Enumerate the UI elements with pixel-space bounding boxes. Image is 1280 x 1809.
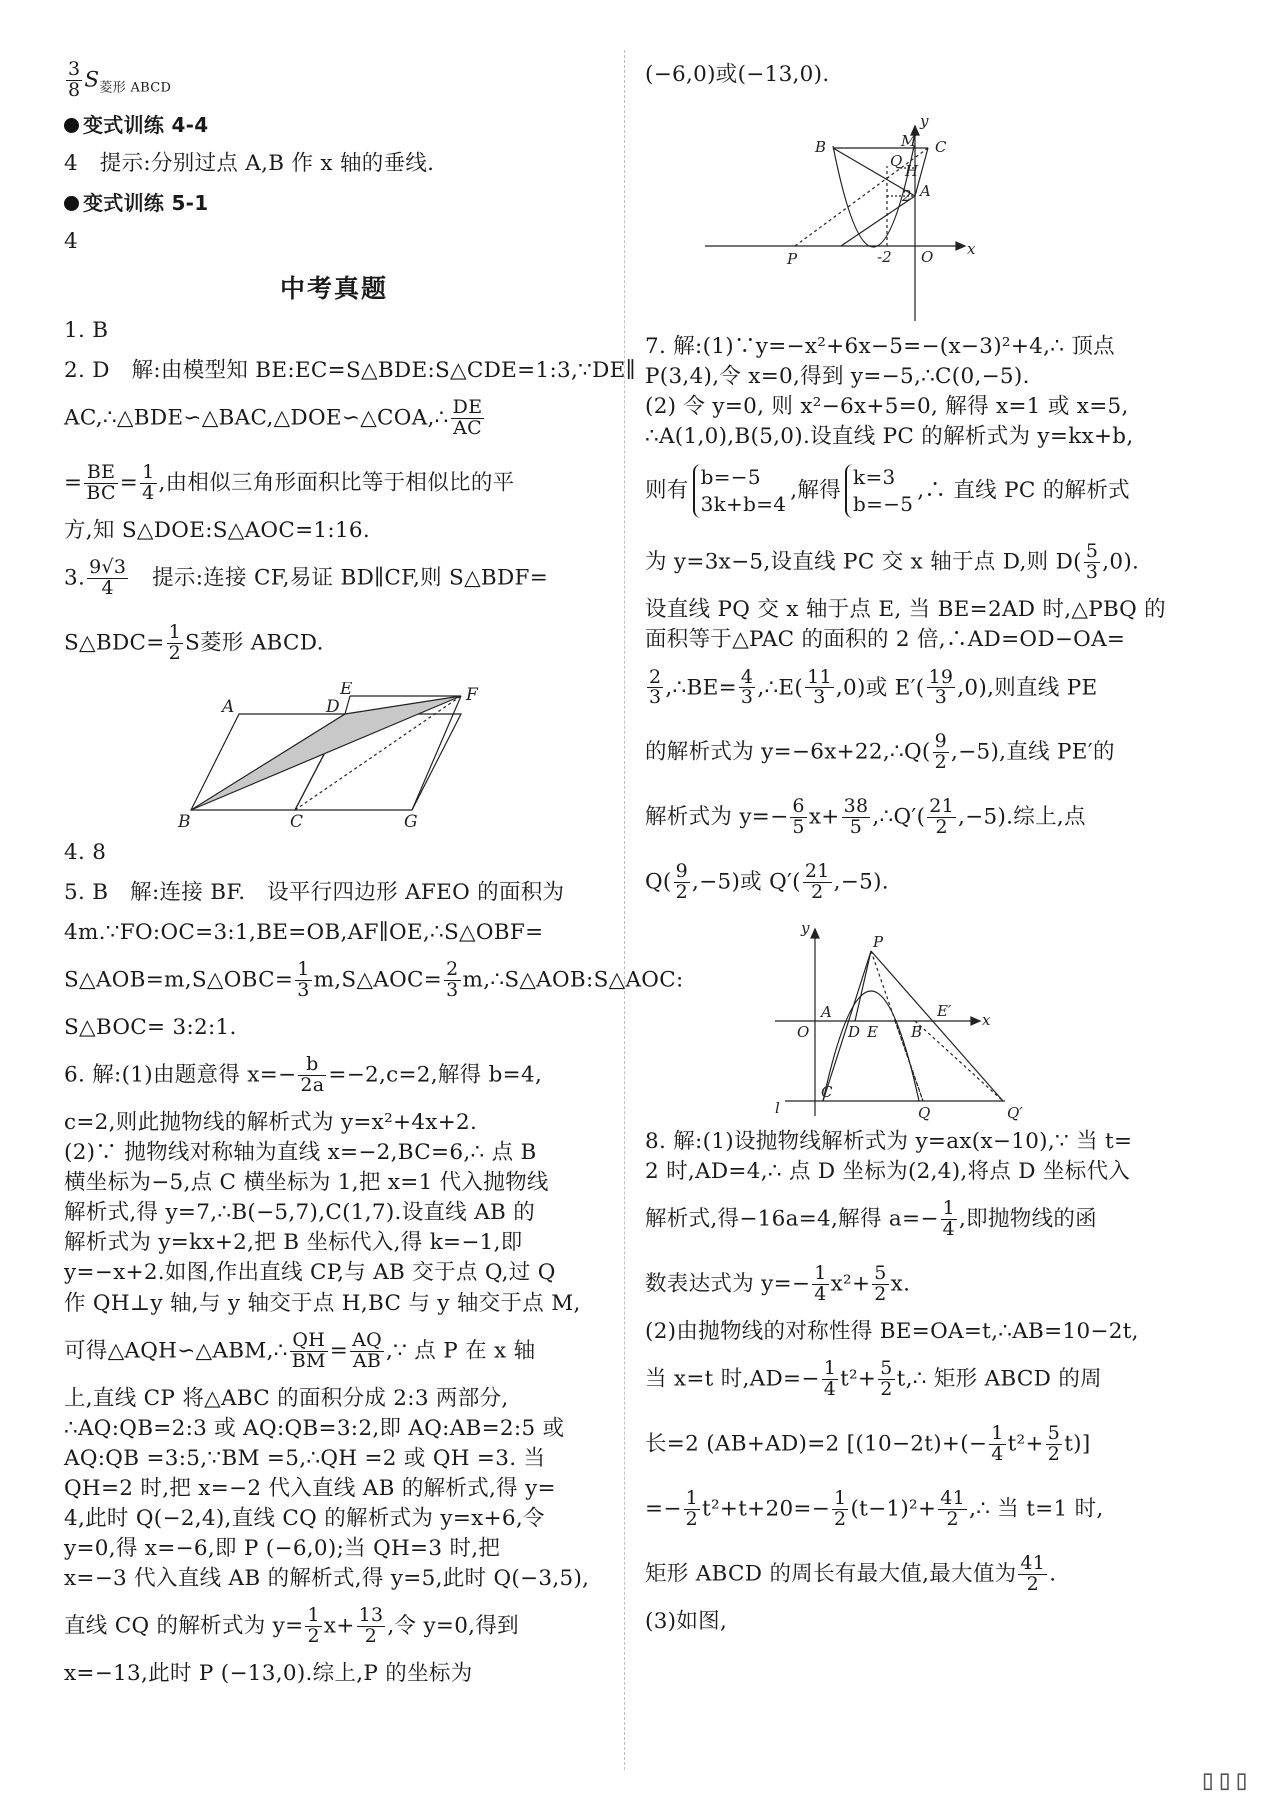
q7-line: (2) 令 y=0, 则 x²−6x+5=0, 解得 x=1 或 x=5, [645, 394, 1129, 420]
parabola-figure-q7 [645, 921, 1185, 1121]
q7-line: 则有b=−5 3k+b=4,解得k=3 b=−5,∴ 直线 PC 的解析式 [645, 465, 1130, 517]
label-d: D [848, 1023, 861, 1042]
label-c: C [935, 138, 947, 157]
fraction: $\frac{DE}{AC}$ [452, 396, 483, 440]
q6-line: (2)∵ 抛物线对称轴为直线 x=−2,BC=6,∴ 点 B [64, 1140, 537, 1166]
q7-line: 解析式为 y=− $\frac{6}{5}$ x+ $\frac{38}{5}$ ,∴Q′( $\frac{21}{2}$ ,−5).综上,点 [645, 795, 1086, 839]
q8-line: (3)如图, [645, 1608, 728, 1634]
q6-line: 横坐标为−5,点 C 横坐标为 1,把 x=1 代入抛物线 [64, 1170, 549, 1196]
label-q: Q [918, 1104, 931, 1122]
section-title: 中考真题 [279, 274, 388, 304]
bullet-icon [64, 196, 79, 211]
q7-line: 为 y=3x−5,设直线 PC 交 x 轴于点 D,则 D( $\frac{5}{3}$ ,0). [645, 540, 1140, 584]
answer-line: 4 提示:分别过点 A,B 作 x 轴的垂线. [64, 150, 435, 176]
label-b: B [178, 811, 191, 832]
label-c: C [290, 811, 304, 832]
fraction: $\frac{1}{2}$ [168, 620, 181, 664]
q7-line: 设直线 PQ 交 x 轴于点 E, 当 BE=2AD 时,△PBQ 的 [645, 597, 1166, 623]
fraction: $\frac{9}{2}$ [934, 730, 948, 774]
q8-line: 解析式,得−16a=4,解得 a=− $\frac{1}{4}$ ,即抛物线的函 [645, 1197, 1097, 1241]
label-a: A [920, 182, 931, 201]
fraction: $\frac{38}{5}$ [843, 795, 869, 839]
label-2: 2 [902, 187, 912, 206]
equation-system: b=−5 3k+b=4 [693, 464, 787, 518]
fraction: $\frac{21}{2}$ [804, 860, 830, 904]
q6-line: 4,此时 Q(−2,4),直线 CQ 的解析式为 y=x+6,令 [64, 1505, 545, 1531]
q2-line: 2. D 解:由模型知 BE:EC=S△BDE:S△CDE=1:3,∵DE∥ [64, 358, 636, 384]
q1-answer: 1. B [64, 318, 109, 344]
q5-line: 4m.∵FO:OC=3:1,BE=OB,AF∥OE,∴S△OBF= [64, 920, 544, 946]
label-a: A [821, 1003, 832, 1022]
label-c: C [821, 1083, 833, 1102]
q6-line: y=−x+2.如图,作出直线 CP,与 AB 交于点 Q,过 Q [64, 1260, 556, 1286]
bullet-icon [64, 118, 79, 133]
fraction: $\frac{13}{2}$ [358, 1604, 384, 1648]
q7-line: ∴A(1,0),B(5,0).设直线 PC 的解析式为 y=kx+b, [645, 424, 1134, 450]
q2-line: = $\frac{BE}{BC}$ = $\frac{1}{4}$ ,由相似三角形面积比等于相似比的平 [64, 461, 515, 505]
label-q-prime: Q′ [1007, 1104, 1023, 1122]
fraction: $\frac{11}{3}$ [807, 665, 832, 709]
label-y: y [801, 921, 810, 938]
fraction: $\frac{2}{3}$ [446, 958, 459, 1002]
fraction: $\frac{21}{2}$ [929, 795, 955, 839]
label-a: A [222, 696, 235, 717]
fraction: $\frac{6}{5}$ [792, 795, 805, 839]
exercise-heading-5-1: 变式训练 5-1 [64, 189, 604, 217]
equation-system: k=3 b=−5 [845, 464, 913, 518]
label-o: O [797, 1023, 810, 1042]
label-m: M [901, 132, 917, 151]
fraction: $\frac{4}{3}$ [740, 665, 754, 709]
q6-line: 可得△AQH∽△ABM,∴ $\frac{QH}{BM}$ = $\frac{AQ}{AB}$ ,∵ 点 P 在 x 轴 [64, 1328, 536, 1372]
q8-line: 长=2 (AB+AD)=2 [(10−2t)+(− $\frac{1}{4}$ t²+ $\frac{5}{2}$ t)] [645, 1421, 1091, 1465]
label-b: B [911, 1023, 923, 1042]
q8-line: (2)由抛物线的对称性得 BE=OA=t,∴AB=10−2t, [645, 1318, 1139, 1344]
fraction: $\frac{9√3}{4}$ [89, 556, 127, 600]
label-q: Q [890, 152, 903, 171]
label-l: l [775, 1099, 780, 1118]
rhombus-figure [64, 682, 604, 832]
answer-line: $\frac{3}{8}$ $S_{菱形 ABCD}$ [68, 58, 172, 101]
label-x: x [982, 1011, 991, 1030]
q6-line: 6. 解:(1)由题意得 x=− $\frac{b}{2a}$ =−2,c=2,解得 b=4, [64, 1053, 543, 1097]
label-y: y [920, 112, 929, 131]
q7-line: $\frac{2}{3}$ ,∴BE= $\frac{4}{3}$ ,∴E( $\frac{11}{3}$ ,0)或 E′( $\frac{19}{3}$ ,0),则直线 PE [649, 665, 1098, 709]
fraction: $\frac{1}{4}$ [814, 1262, 827, 1306]
fraction: $\frac{41}{2}$ [1020, 1551, 1046, 1595]
fraction: $\frac{1}{4}$ [991, 1421, 1004, 1465]
label-neg2: -2 [877, 248, 892, 267]
q6-line: 作 QH⊥y 轴,与 y 轴交于点 H,BC 与 y 轴交于点 M, [64, 1290, 581, 1316]
fraction: $\frac{AQ}{AB}$ [352, 1328, 383, 1372]
q6-line: 解析式为 y=kx+2,把 B 坐标代入,得 k=−1,即 [64, 1230, 523, 1256]
q8-line: =− $\frac{1}{2}$ t²+t+20=− $\frac{1}{2}$ (t−1)²+ $\frac{41}{2}$ ,∴ 当 t=1 时, [645, 1486, 1104, 1530]
fraction: $\frac{9}{2}$ [675, 860, 689, 904]
x-axis-arrow-icon [971, 1017, 980, 1025]
right-column [645, 60, 1185, 1637]
label-p: P [873, 933, 884, 952]
dashed-line-bq-prime [915, 1021, 1003, 1101]
fraction: $\frac{1}{2}$ [834, 1486, 847, 1530]
q7-line: 的解析式为 y=−6x+22,∴Q( $\frac{9}{2}$ ,−5),直线 PE′的 [645, 730, 1115, 774]
fraction: $\frac{3}{8}$ [68, 58, 81, 101]
q8-line: 当 x=t 时,AD=− $\frac{1}{4}$ t²+ $\frac{5}{2}$ t,∴ 矩形 ABCD 的周 [645, 1357, 1102, 1400]
label-x: x [967, 240, 976, 259]
fraction: $\frac{19}{3}$ [928, 665, 954, 709]
q7-line: 面积等于△PAC 的面积的 2 倍,∴AD=OD−OA= [645, 627, 1126, 653]
q6-line: 上,直线 CP 将△ABC 的面积分成 2:3 两部分, [64, 1385, 509, 1411]
label-e: E [867, 1023, 878, 1042]
x-axis-arrow-icon [956, 242, 965, 250]
label-d: D [326, 696, 340, 717]
q6-line: x=−13,此时 P (−13,0).综上,P 的坐标为 [64, 1661, 473, 1687]
q7-line: Q( $\frac{9}{2}$ ,−5)或 Q′( $\frac{21}{2}$ ,−5). [645, 860, 889, 904]
line-pc [823, 951, 871, 1101]
label-f: F [466, 684, 478, 705]
fraction: $\frac{1}{4}$ [142, 461, 155, 505]
y-axis-arrow-icon [811, 929, 819, 938]
fraction: $\frac{b}{2a}$ [300, 1053, 325, 1097]
q7-line: 7. 解:(1)∵y=−x²+6x−5=−(x−3)²+4,∴ 顶点 [645, 334, 1115, 360]
label-p: P [787, 250, 798, 269]
fraction: $\frac{1}{2}$ [307, 1604, 320, 1648]
column-divider [624, 50, 625, 1770]
label-h: H [905, 162, 919, 181]
q6-line: c=2,则此抛物线的解析式为 y=x²+4x+2. [64, 1109, 478, 1135]
q7-line: P(3,4),令 x=0,得到 y=−5,∴C(0,−5). [645, 364, 1030, 390]
q8-line: 8. 解:(1)设抛物线解析式为 y=ax(x−10),∵ 当 t= [645, 1129, 1133, 1155]
label-o: O [921, 248, 934, 267]
line-pd [855, 951, 871, 1021]
label-g: G [404, 811, 418, 832]
q8-line: 矩形 ABCD 的周长有最大值,最大值为 $\frac{41}{2}$ . [645, 1551, 1057, 1595]
fraction: $\frac{1}{4}$ [942, 1197, 956, 1241]
parabola-curve [823, 991, 919, 1101]
q6-continued-line: (−6,0)或(−13,0). [645, 62, 830, 87]
fraction: $\frac{5}{2}$ [880, 1357, 893, 1400]
q6-line: x=−3 代入直线 AB 的解析式,得 y=5,此时 Q(−3,5), [64, 1566, 590, 1592]
q6-line: 解析式,得 y=7,∴B(−5,7),C(1,7).设直线 AB 的 [64, 1200, 536, 1226]
fraction: $\frac{5}{2}$ [874, 1262, 887, 1306]
q4-answer: 4. 8 [64, 839, 107, 865]
q3-line: 3. $\frac{9√3}{4}$ 提示:连接 CF,易证 BD∥CF,则 S△BDF= [64, 556, 549, 600]
q3-line: S△BDC= $\frac{1}{2}$ S菱形 ABCD. [64, 620, 324, 664]
q5-line: S△BOC= 3:2:1. [64, 1015, 237, 1040]
q5-line: S△AOB=m,S△OBC= $\frac{1}{3}$ m,S△AOC= $\frac{2}{3}$ m,∴S△AOB:S△AOC: [64, 958, 684, 1002]
label-e-prime: E′ [937, 1002, 952, 1021]
q8-line: 数表达式为 y=− $\frac{1}{4}$ x²+ $\frac{5}{2}$ x. [645, 1262, 911, 1306]
label-e: E [340, 681, 353, 699]
corner-mark: ▯▯▯ [1199, 1762, 1250, 1796]
fraction: $\frac{41}{2}$ [940, 1486, 966, 1530]
fraction: $\frac{5}{2}$ [1047, 1421, 1061, 1465]
q8-line: 2 时,AD=4,∴ 点 D 坐标为(2,4),将点 D 坐标代入 [645, 1159, 1131, 1185]
q6-line: AQ:QB =3:5,∵BM =5,∴QH =2 或 QH =3. 当 [64, 1445, 546, 1471]
q6-line: y=0,得 x=−6,即 P (−6,0);当 QH=3 时,把 [64, 1535, 501, 1561]
fraction: $\frac{2}{3}$ [649, 665, 662, 709]
q2-line: AC,∴△BDE∽△BAC,△DOE∽△COA,∴ $\frac{DE}{AC}$ [64, 396, 483, 440]
answer-line: 4 [64, 228, 78, 254]
q2-line: 方,知 S△DOE:S△AOC=1:16. [64, 518, 371, 543]
q5-line: 5. B 解:连接 BF. 设平行四边形 AFEO 的面积为 [64, 879, 565, 905]
fraction: $\frac{BE}{BC}$ [86, 461, 116, 505]
fraction: $\frac{QH}{BM}$ [291, 1328, 326, 1372]
exercise-heading-4-4: 变式训练 4-4 [64, 111, 604, 139]
q6-line: QH=2 时,把 x=−2 代入直线 AB 的解析式,得 y= [64, 1475, 556, 1501]
fraction: $\frac{1}{2}$ [685, 1486, 699, 1530]
label-b: B [815, 138, 827, 157]
q6-line: 直线 CQ 的解析式为 y= $\frac{1}{2}$ x+ $\frac{13}{2}$ ,令 y=0,得到 [64, 1604, 519, 1648]
q6-line: ∴AQ:QB=2:3 或 AQ:QB=3:2,即 AQ:AB=2:5 或 [64, 1415, 565, 1441]
parabola-figure-q6 [645, 96, 1185, 326]
fraction: $\frac{5}{3}$ [1085, 540, 1099, 584]
fraction: $\frac{1}{4}$ [823, 1357, 837, 1400]
fraction: $\frac{1}{3}$ [297, 958, 310, 1002]
